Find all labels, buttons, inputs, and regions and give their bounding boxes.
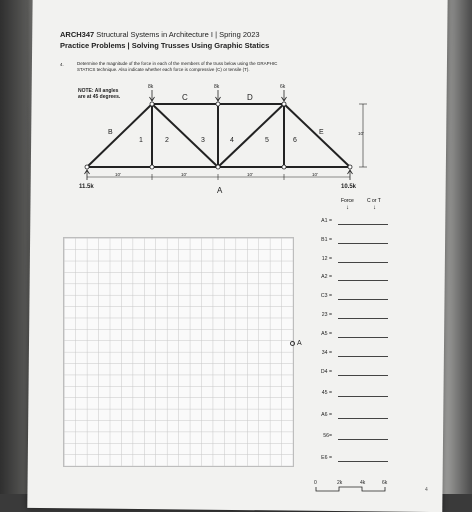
answer-line[interactable]: [338, 243, 388, 244]
left-diagonal: [87, 104, 152, 167]
force-column-header: Force: [341, 198, 354, 204]
right-diagonal: [284, 104, 350, 167]
force-scale-bar: [313, 478, 399, 492]
scale-labels: [314, 480, 388, 486]
answer-label: C3 =: [320, 293, 332, 299]
scale-bar-line: [316, 487, 385, 491]
answer-line[interactable]: [338, 396, 388, 397]
point-label: A: [297, 340, 302, 347]
question-line-1: Determine the magnitude of the force in each of the members of the truss below using the GRAPHIC: [77, 61, 278, 66]
span-dimension-2: 10': [181, 172, 187, 177]
space-label-b: B: [108, 129, 113, 136]
height-dimension: 10': [358, 131, 364, 136]
left-reaction-label: 11.5k: [79, 184, 94, 190]
angle-note-line-2: are at 45 degrees.: [78, 94, 121, 100]
space-label-d: D: [247, 93, 253, 102]
span-dimension-3: 10': [247, 172, 253, 177]
answer-line[interactable]: [338, 224, 388, 225]
question-text: [77, 61, 277, 73]
course-title-rest: Structural Systems in Architecture I | Spring 2023: [94, 30, 260, 39]
scale-tick-label: 4k: [360, 480, 366, 486]
space-label-e: E: [319, 129, 324, 136]
answer-label: 45 =: [321, 390, 332, 396]
course-code: ARCH347: [60, 30, 95, 39]
joint: [85, 165, 89, 169]
answer-label: 56=: [323, 433, 332, 439]
scale-tick-label: 6k: [382, 480, 388, 486]
c-or-t-column-header: C or T: [367, 198, 381, 204]
answer-line[interactable]: [338, 356, 388, 357]
answer-label: 12 =: [321, 256, 332, 262]
member-region-3: 3: [201, 137, 205, 144]
joint: [348, 165, 352, 169]
load-label-1: 8k: [148, 84, 154, 90]
answer-line[interactable]: [338, 337, 388, 338]
member-region-2: 2: [165, 137, 169, 144]
answer-line[interactable]: [338, 439, 388, 440]
load-label-2: 8k: [214, 84, 220, 90]
joint: [282, 165, 286, 169]
joint: [150, 102, 154, 106]
scale-tick-label: 0: [314, 480, 317, 486]
page-subtitle: Practice Problems | Solving Trusses Using Graphic Statics: [60, 41, 270, 50]
joint: [216, 165, 220, 169]
load-arrows: [150, 90, 287, 101]
joint: [150, 165, 154, 169]
answer-label: A2 =: [321, 274, 332, 280]
truss-diagram: [60, 80, 380, 200]
page-number: 4: [425, 487, 428, 493]
span-dimension-4: 10': [312, 172, 318, 177]
space-label-c: C: [182, 93, 188, 102]
answer-label: E6 =: [321, 455, 332, 461]
diagonal-1: [152, 104, 218, 167]
force-polygon-start-point: [290, 340, 302, 347]
truss-members: [87, 104, 350, 167]
question-number: 4.: [60, 62, 64, 67]
answer-line[interactable]: [338, 418, 388, 419]
joint: [216, 102, 220, 106]
answer-line[interactable]: [338, 262, 388, 263]
answer-label: A6 =: [321, 412, 332, 418]
graph-paper-grid[interactable]: [63, 237, 294, 467]
force-column-arrow-icon: ↓: [346, 205, 349, 211]
answer-label: A1 =: [321, 218, 332, 224]
joint: [282, 102, 286, 106]
angle-note-line-1: NOTE: All angles: [78, 88, 119, 94]
answer-label: 34 =: [321, 350, 332, 356]
answer-line[interactable]: [338, 461, 388, 462]
member-region-4: 4: [230, 137, 234, 144]
member-region-6: 6: [293, 137, 297, 144]
answer-label: 23 =: [321, 312, 332, 318]
load-label-3: 6k: [280, 84, 286, 90]
scale-tick-label: 2k: [337, 480, 343, 486]
answer-line[interactable]: [338, 280, 388, 281]
member-region-5: 5: [265, 137, 269, 144]
diagonal-2: [218, 104, 284, 167]
right-reaction-label: 10.5k: [341, 184, 357, 190]
answer-label: B1 =: [321, 237, 332, 243]
space-label-a: A: [217, 186, 223, 195]
point-marker-icon: [290, 341, 295, 346]
answer-label: A5 =: [321, 331, 332, 337]
answer-line[interactable]: [338, 299, 388, 300]
span-dimension-1: 10': [115, 172, 121, 177]
question-line-2: STATICS technique. Also indicate whether each force is compressive (C) or tensile (T).: [77, 67, 250, 72]
answer-line[interactable]: [338, 375, 388, 376]
course-title: [60, 30, 260, 39]
answer-label: D4 =: [320, 369, 332, 375]
c-or-t-column-arrow-icon: ↓: [373, 205, 376, 211]
answer-line[interactable]: [338, 318, 388, 319]
member-region-1: 1: [139, 137, 143, 144]
